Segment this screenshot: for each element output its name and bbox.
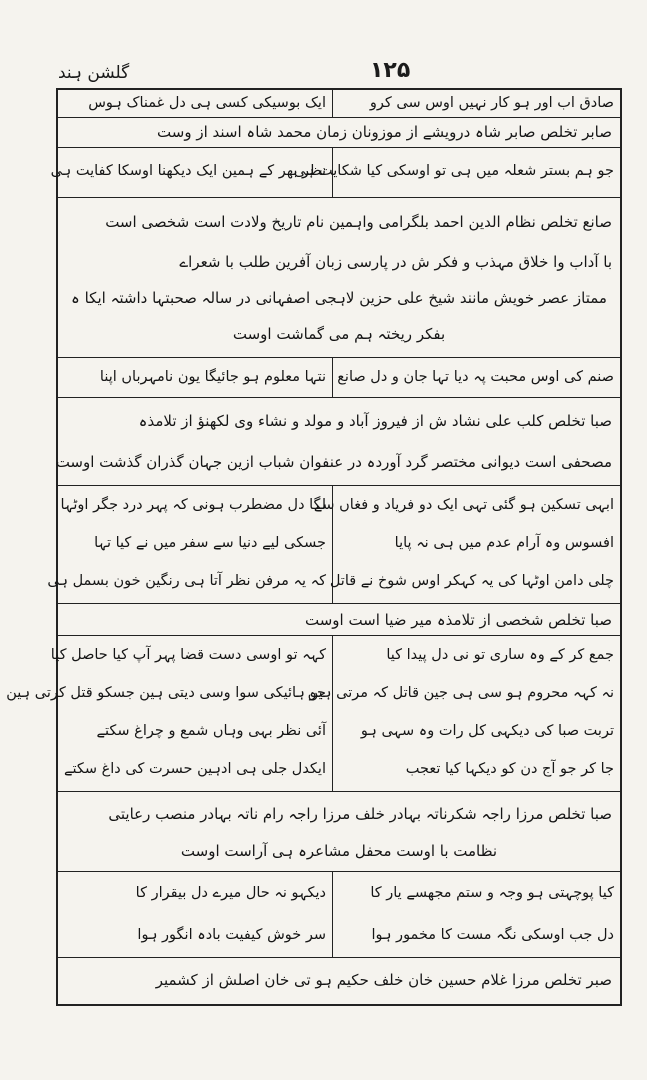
page-header (58, 56, 618, 90)
poet-entry-sabr (58, 958, 620, 1004)
verse-line: صادق اب اور ہو کار نہیں اوس سی کرو (369, 95, 614, 111)
hemistich-right (313, 486, 620, 603)
hemistich-left (47, 486, 332, 603)
couplet-sadiq (58, 90, 620, 118)
hemistich-right (332, 358, 620, 397)
hemistich-left (58, 872, 332, 957)
hemistich-right (332, 872, 620, 957)
verse-line: کہ یہ مرفن نظر آتا ہی رنگین خون بسمل ہی (47, 573, 326, 589)
prose-line: ممتاز عصر خویش مانند شیخ علی حزین لاہجی اصفہانی در سالہ صحبتہا داشتہ ایکا ہ بفکر ریختہ ہم می گماشت اوست (71, 289, 607, 343)
verse-line: سر خوش کیفیت بادہ انگور ہوا (137, 927, 326, 943)
poem-saba-kalb-ali (47, 486, 620, 604)
poet-entry-saba-shakhsi (58, 604, 620, 636)
verse-line: صنم کی اوس محبت پہ دیا تہا جان و دل صانع (337, 369, 614, 385)
verse-line: کہہ تو اوسی دست قضا پہر آپ کیا حاصل کیا (50, 647, 326, 663)
prose-line: صانع تخلص نظام الدین احمد بلگرامی واہمین نام تاریخ ولادت است شخصی است (105, 213, 612, 231)
prose-line: مصحفی است دیوانی مختصر گرد آوردہ در عنفوان شباب ازین جہان گذران گذشت اوست (55, 453, 612, 471)
prose-line: صبا تخلص کلب علی نشاد ش از فیروز آباد و مولد و نشاء وی لکھنؤ از تلامذہ (138, 412, 612, 430)
verse-line: دل جب اوسکی نگہ مست کا مخمور ہوا (371, 927, 614, 943)
verse-line: ابہی تسکین ہو گئی تہی ایک دو فریاد و فغاں سے (313, 497, 614, 513)
hemistich-right (332, 90, 620, 117)
couplet-sane (58, 358, 620, 398)
verse-line: ایک بوسیکی کسی ہی دل غمناک ہوس (88, 95, 326, 111)
hemistich-left (50, 148, 332, 197)
catchword: گلشن ہند (58, 63, 130, 83)
verse-line: افسوس وہ آرام عدم میں ہی نہ پایا (394, 535, 614, 551)
poet-entry-saba-shankarnath (58, 792, 620, 872)
poet-entry-sane (58, 198, 620, 358)
hemistich-left (58, 358, 332, 397)
hemistich-right (307, 636, 620, 791)
hemistich-right (293, 148, 620, 197)
verse-line: جمع کر کے وہ ساری تو نی دل پیدا کیا (386, 647, 614, 663)
page-number: ۱۲۵ (370, 58, 411, 83)
verse-line: جسکی لیے دنیا سے سفر میں نے کیا تہا (94, 535, 326, 551)
text-frame (6, 88, 622, 1006)
poem-saba-shankarnath (58, 872, 620, 958)
verse-line: جو ہائیکی سوا وسی دیتی ہین جسکو قتل کرتی ہین (6, 685, 326, 701)
poet-entry-saba-kalb-ali (55, 398, 620, 486)
poem-saba-shakhsi (6, 636, 620, 792)
verse-line: تربت صبا کی دیکہی کل رات وہ سہی ہو (360, 723, 614, 739)
prose-line: نظامت با اوست محفل مشاعرہ ہی آراست اوست (180, 842, 498, 860)
verse-line: چلی دامن اوٹہا کی یہ کہکر اوس شوخ نے قاتل (329, 573, 614, 589)
verse-line: کیا پوچہتی ہو وجہ و ستم مجھسے یار کا (370, 885, 614, 901)
prose-line: صبر تخلص مرزا غلام حسین خان خلف حکیم ہو تی خان اصلش از کشمیر (155, 971, 612, 989)
verse-line: ایکدل جلی ہی ادہین حسرت کی داغ سکتے (63, 761, 326, 777)
hemistich-left (58, 90, 332, 117)
prose-line: صبا تخلص شخصی از تلامذہ میر ضیا است اوست (304, 611, 612, 629)
couplet-sabir (50, 148, 620, 198)
prose-line: صابر تخلص صابر شاہ درویشے از موزونان زمان محمد شاہ اسند از وست (157, 123, 612, 141)
verse-line: نہ کہہ محروم ہو سی ہی جین قاتل کہ مرتی ہین (307, 685, 614, 701)
hemistich-left (6, 636, 332, 791)
verse-line: نتہا معلوم ہو جائیگا یون نامہرباں اپنا (99, 369, 326, 385)
verse-line: دیکہو نہ حال میرے دل بیقرار کا (135, 885, 326, 901)
poet-entry-sabir (58, 118, 620, 148)
prose-line: با آداب وا خلاق مہذب و فکر ش در پارسی زبان آفرین طلب با شعراے (179, 253, 612, 271)
verse-line: لگا دل مضطرب ہونی کہ پہر درد جگر اوٹہا (60, 497, 326, 513)
verse-line: آئی نظر بہی وہاں شمع و چراغ سکتے (96, 723, 326, 739)
prose-line: صبا تخلص مرزا راجہ شکرناتہ بہادر خلف مرزا راجہ رام ناتہ بہادر منصب رعایتی (108, 805, 612, 823)
verse-line: نظر بھر کے ہمین ایک دیکھنا اوسکا کفایت ہی (50, 163, 326, 179)
verse-line: جا کر جو آج دن کو دیکہا کیا تعجب (405, 761, 614, 777)
verse-line: جو ہم بستر شعلہ میں ہی تو اوسکی کیا شکایت ہی (293, 163, 614, 179)
